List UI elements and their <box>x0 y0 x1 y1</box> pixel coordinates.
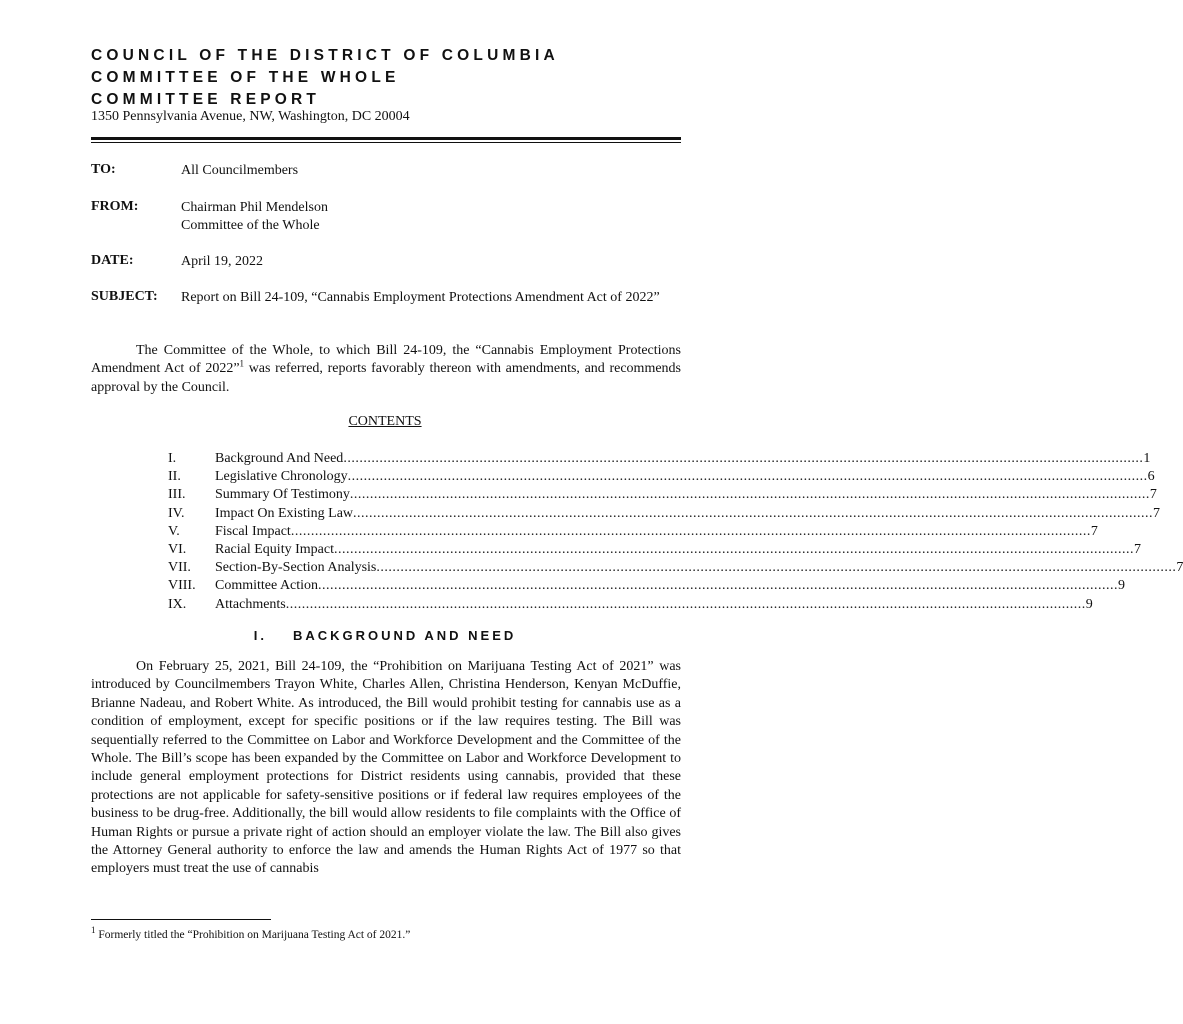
intro-text-start: The Committee of the Whole, to which Bill 24-109, the “Cannabis Employment Protections Amendment Act of 2022” <box>91 343 681 377</box>
from-label: FROM: <box>91 199 139 214</box>
toc-number: III. <box>168 487 186 503</box>
date-label: DATE: <box>91 253 134 268</box>
toc-title: Background And Need <box>215 451 344 466</box>
toc-item <box>168 486 1157 504</box>
toc-number: II. <box>168 469 181 485</box>
toc-title: Impact On Existing Law <box>215 505 354 521</box>
contents-heading: CONTENTS <box>348 414 422 429</box>
committee-title: COMMITTEE OF THE WHOLE <box>91 69 400 86</box>
toc-title: Summary Of Testimony <box>215 487 350 503</box>
subject-value: Report on Bill 24-109, “Cannabis Employment Protections Amendment Act of 2022” <box>181 290 660 305</box>
council-address: 1350 Pennsylvania Avenue, NW, Washington, DC 20004 <box>91 109 410 124</box>
toc-leader: ........................................................................................................................................................................................................ <box>347 469 1148 485</box>
toc-page: 1 <box>1143 451 1151 466</box>
section-title: BACKGROUND AND NEED <box>292 628 517 643</box>
toc-title: Legislative Chronology <box>215 469 348 485</box>
toc-item <box>168 523 1098 541</box>
council-title: COUNCIL OF THE DISTRICT OF COLUMBIA <box>91 47 559 64</box>
date-value: April 19, 2022 <box>181 254 264 269</box>
table-of-contents <box>168 450 1183 614</box>
toc-title: Committee Action <box>215 578 319 594</box>
to-value: All Councilmembers <box>181 163 299 178</box>
toc-item <box>168 596 1093 614</box>
toc-page: 7 <box>1153 505 1161 521</box>
toc-leader: ........................................................................................................................................................................................................ <box>318 578 1119 594</box>
intro-paragraph <box>91 342 681 397</box>
toc-leader: ........................................................................................................................................................................................................ <box>349 487 1150 503</box>
toc-number: VIII. <box>168 578 196 594</box>
toc-page: 7 <box>1133 541 1141 557</box>
toc-number: VI. <box>168 541 187 557</box>
header-rule-thin <box>91 142 681 143</box>
background-paragraph <box>91 658 681 879</box>
toc-page: 9 <box>1085 596 1093 612</box>
footnote-ref: 1 <box>239 358 245 369</box>
footnote <box>91 925 411 941</box>
report-title: COMMITTEE REPORT <box>91 91 321 108</box>
toc-page: 9 <box>1118 578 1126 594</box>
footnote-number: 1 <box>91 925 96 936</box>
background-text: On February 25, 2021, Bill 24-109, the “Prohibition on Marijuana Testing Act of 2021” was introduced by Councilmembers Trayon White, Charles Allen, Christina Henderson, Kenyan McDuffie, Brianne Nadeau, and Robert White. As introduced, the Bill would prohibit testing for cannabis use as a condition of employment, except for specific positions or if the law requires testing. The Bill was sequentially referred to the Committee on Labor and Workforce Development and the Committee of the Whole. The Bill’s scope has been expanded by the Committee on Labor and Workforce Development to include general employment protections for District residents using cannabis, provided that these protections are not applicable for safety-sensitive positions or if federal law requires employees of the business to be drug-free. Additionally, the bill would allow residents to file complaints with the Office of Human Rights or pursue a private right of action should an employer violate the law. The Bill also gives the Attorney General authority to enforce the law and amends the Human Rights Act of 1977 so that employers must treat the use of cannabis <box>91 659 681 877</box>
toc-title: Attachments <box>215 596 286 612</box>
toc-number: V. <box>168 523 180 539</box>
toc-number: IV. <box>168 505 185 521</box>
toc-number: IX. <box>168 596 187 612</box>
toc-item <box>168 541 1141 559</box>
section-number: I. <box>253 628 267 643</box>
toc-page: 6 <box>1147 469 1155 485</box>
footnote-rule <box>91 919 271 920</box>
toc-page: 7 <box>1149 487 1157 503</box>
toc-leader: ........................................................................................................................................................................................................ <box>376 560 1177 576</box>
toc-page: 7 <box>1090 523 1098 539</box>
toc-leader: ........................................................................................................................................................................................................ <box>333 541 1134 557</box>
toc-number: I. <box>168 451 177 466</box>
toc-item <box>168 505 1161 523</box>
toc-title: Racial Equity Impact <box>215 541 334 557</box>
section-heading <box>0 628 770 643</box>
to-label: TO: <box>91 162 116 177</box>
intro-text-end: was referred, reports favorably thereon with amendments, and recommends approval by the Council. <box>91 361 681 395</box>
toc-title: Section-By-Section Analysis <box>215 560 377 576</box>
toc-leader: ........................................................................................................................................................................................................ <box>290 523 1091 539</box>
from-value-committee: Committee of the Whole <box>181 218 320 233</box>
footnote-text: Formerly titled the “Prohibition on Marijuana Testing Act of 2021.” <box>95 929 411 941</box>
toc-item <box>168 450 1151 468</box>
toc-page: 7 <box>1176 560 1183 576</box>
from-value-name: Chairman Phil Mendelson <box>181 200 328 215</box>
toc-item <box>168 468 1155 486</box>
header-rule-thick <box>91 137 681 140</box>
toc-item <box>168 577 1126 595</box>
toc-leader: ........................................................................................................................................................................................................ <box>353 505 1154 521</box>
toc-leader: ........................................................................................................................................................................................................ <box>285 596 1086 612</box>
subject-label: SUBJECT: <box>91 289 158 304</box>
toc-item <box>168 559 1183 577</box>
toc-number: VII. <box>168 560 191 576</box>
toc-leader: ........................................................................................................................................................................................................ <box>343 451 1144 466</box>
toc-title: Fiscal Impact <box>215 523 291 539</box>
